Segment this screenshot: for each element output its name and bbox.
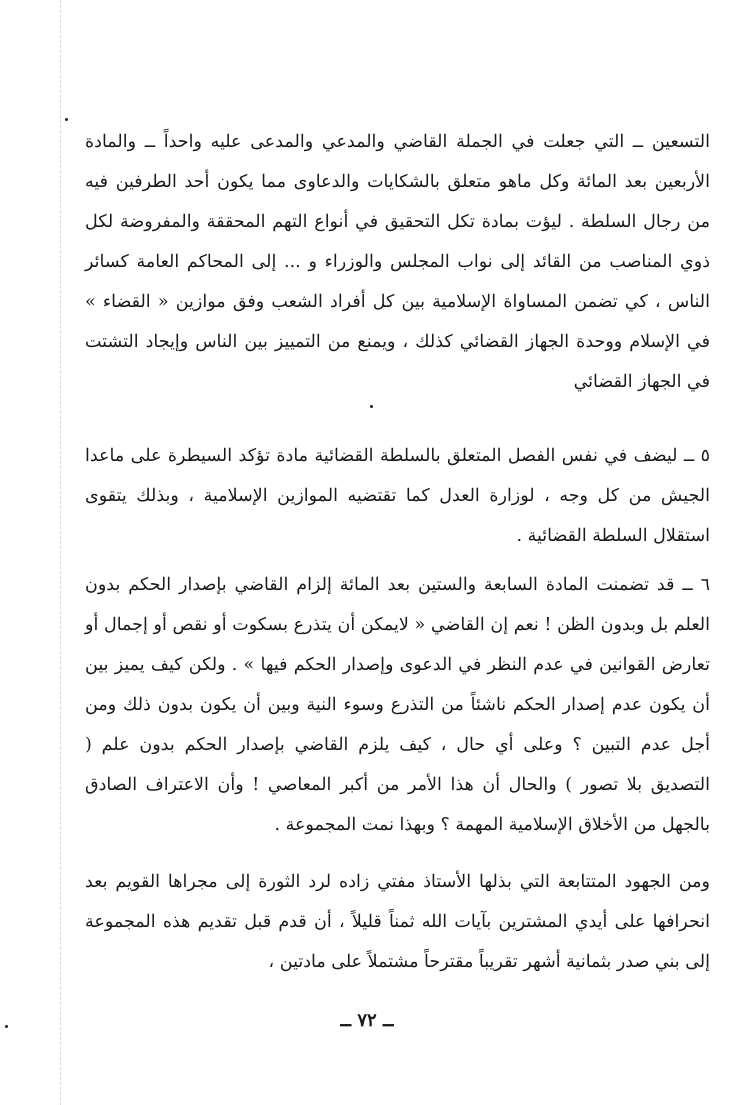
paragraph-item-5	[85, 436, 710, 556]
scan-speck	[370, 405, 373, 408]
paragraph-text: ومن الجهود المتتابعة التي بذلها الأستاذ مفتي زاده لرد الثورة إلى مجراها القويم بعد انحرافها على أيدي المشترين بآيات الله ثمناً قليلاً ، أن قدم قبل تقديم هذه المجموعة إلى بني صدر بثمانية أشهر تقريباً مقترحاً مشتملاً على مادتين ،	[85, 872, 710, 972]
paragraph-text: ٥ ــ ليضف في نفس الفصل المتعلق بالسلطة القضائية مادة تؤكد السيطرة على ماعدا الجيش من كل وجه ، لوزارة العدل كما تقتضيه الموازين الإسلامية ، وبذلك يتقوى استقلال السلطة القضائية .	[85, 446, 710, 546]
paragraph-text: ٦ ــ قد تضمنت المادة السابعة والستين بعد المائة إلزام القاضي بإصدار الحكم بدون العلم بل وبدون الظن ! نعم إن القاضي « لايمكن أن يتذرع بسكوت أو نقص أو إجمال أو تعارض القوانين في عدم النظر في الدعوى وإصدار الحكم فيها » . ولكن كيف يميز بين أن يكون عدم إصدار الحكم ناشئاً من التذرع وسوء النية وبين أن يكون بدون ذلك ومن أجل عدم التبين ؟ وعلى أي حال ، كيف يلزم القاضي بإصدار الحكم بدون علم ( التصديق بلا تصور ) والحال أن هذا الأمر من أكبر المعاصي ! وأن الاعتراف الصادق بالجهل من الأخلاق الإسلامية المهمة ؟ وبهذا نمت المجموعة .	[85, 575, 710, 835]
paragraph-continuation	[85, 122, 710, 402]
paragraph-closing	[85, 862, 710, 982]
scan-speck	[5, 1025, 8, 1028]
scan-margin-line	[60, 0, 61, 1105]
paragraph-item-6	[85, 565, 710, 845]
paragraph-text: التسعين ــ التي جعلت في الجملة القاضي والمدعي والمدعى عليه واحداً ــ والمادة الأربعين بعد المائة وكل ماهو متعلق بالشكايات والدعاوى مما يكون أحد الطرفين فيه من رجال السلطة . ليؤت بمادة تكل التحقيق في أنواع التهم المحققة والمفروضة لكل ذوي المناصب من القائد إلى نواب المجلس والوزراء و ... إلى المحاكم العامة كسائر الناس ، كي تضمن المساواة الإسلامية بين كل أفراد الشعب وفق موازين « القضاء » في الإسلام ووحدة الجهاز القضائي كذلك ، ويمنع من التمييز بين الناس وإيجاد التشتت في الجهاز القضائي	[85, 132, 710, 392]
scan-speck	[65, 118, 68, 121]
page-number: ــ ٧٢ ــ	[340, 1010, 394, 1031]
